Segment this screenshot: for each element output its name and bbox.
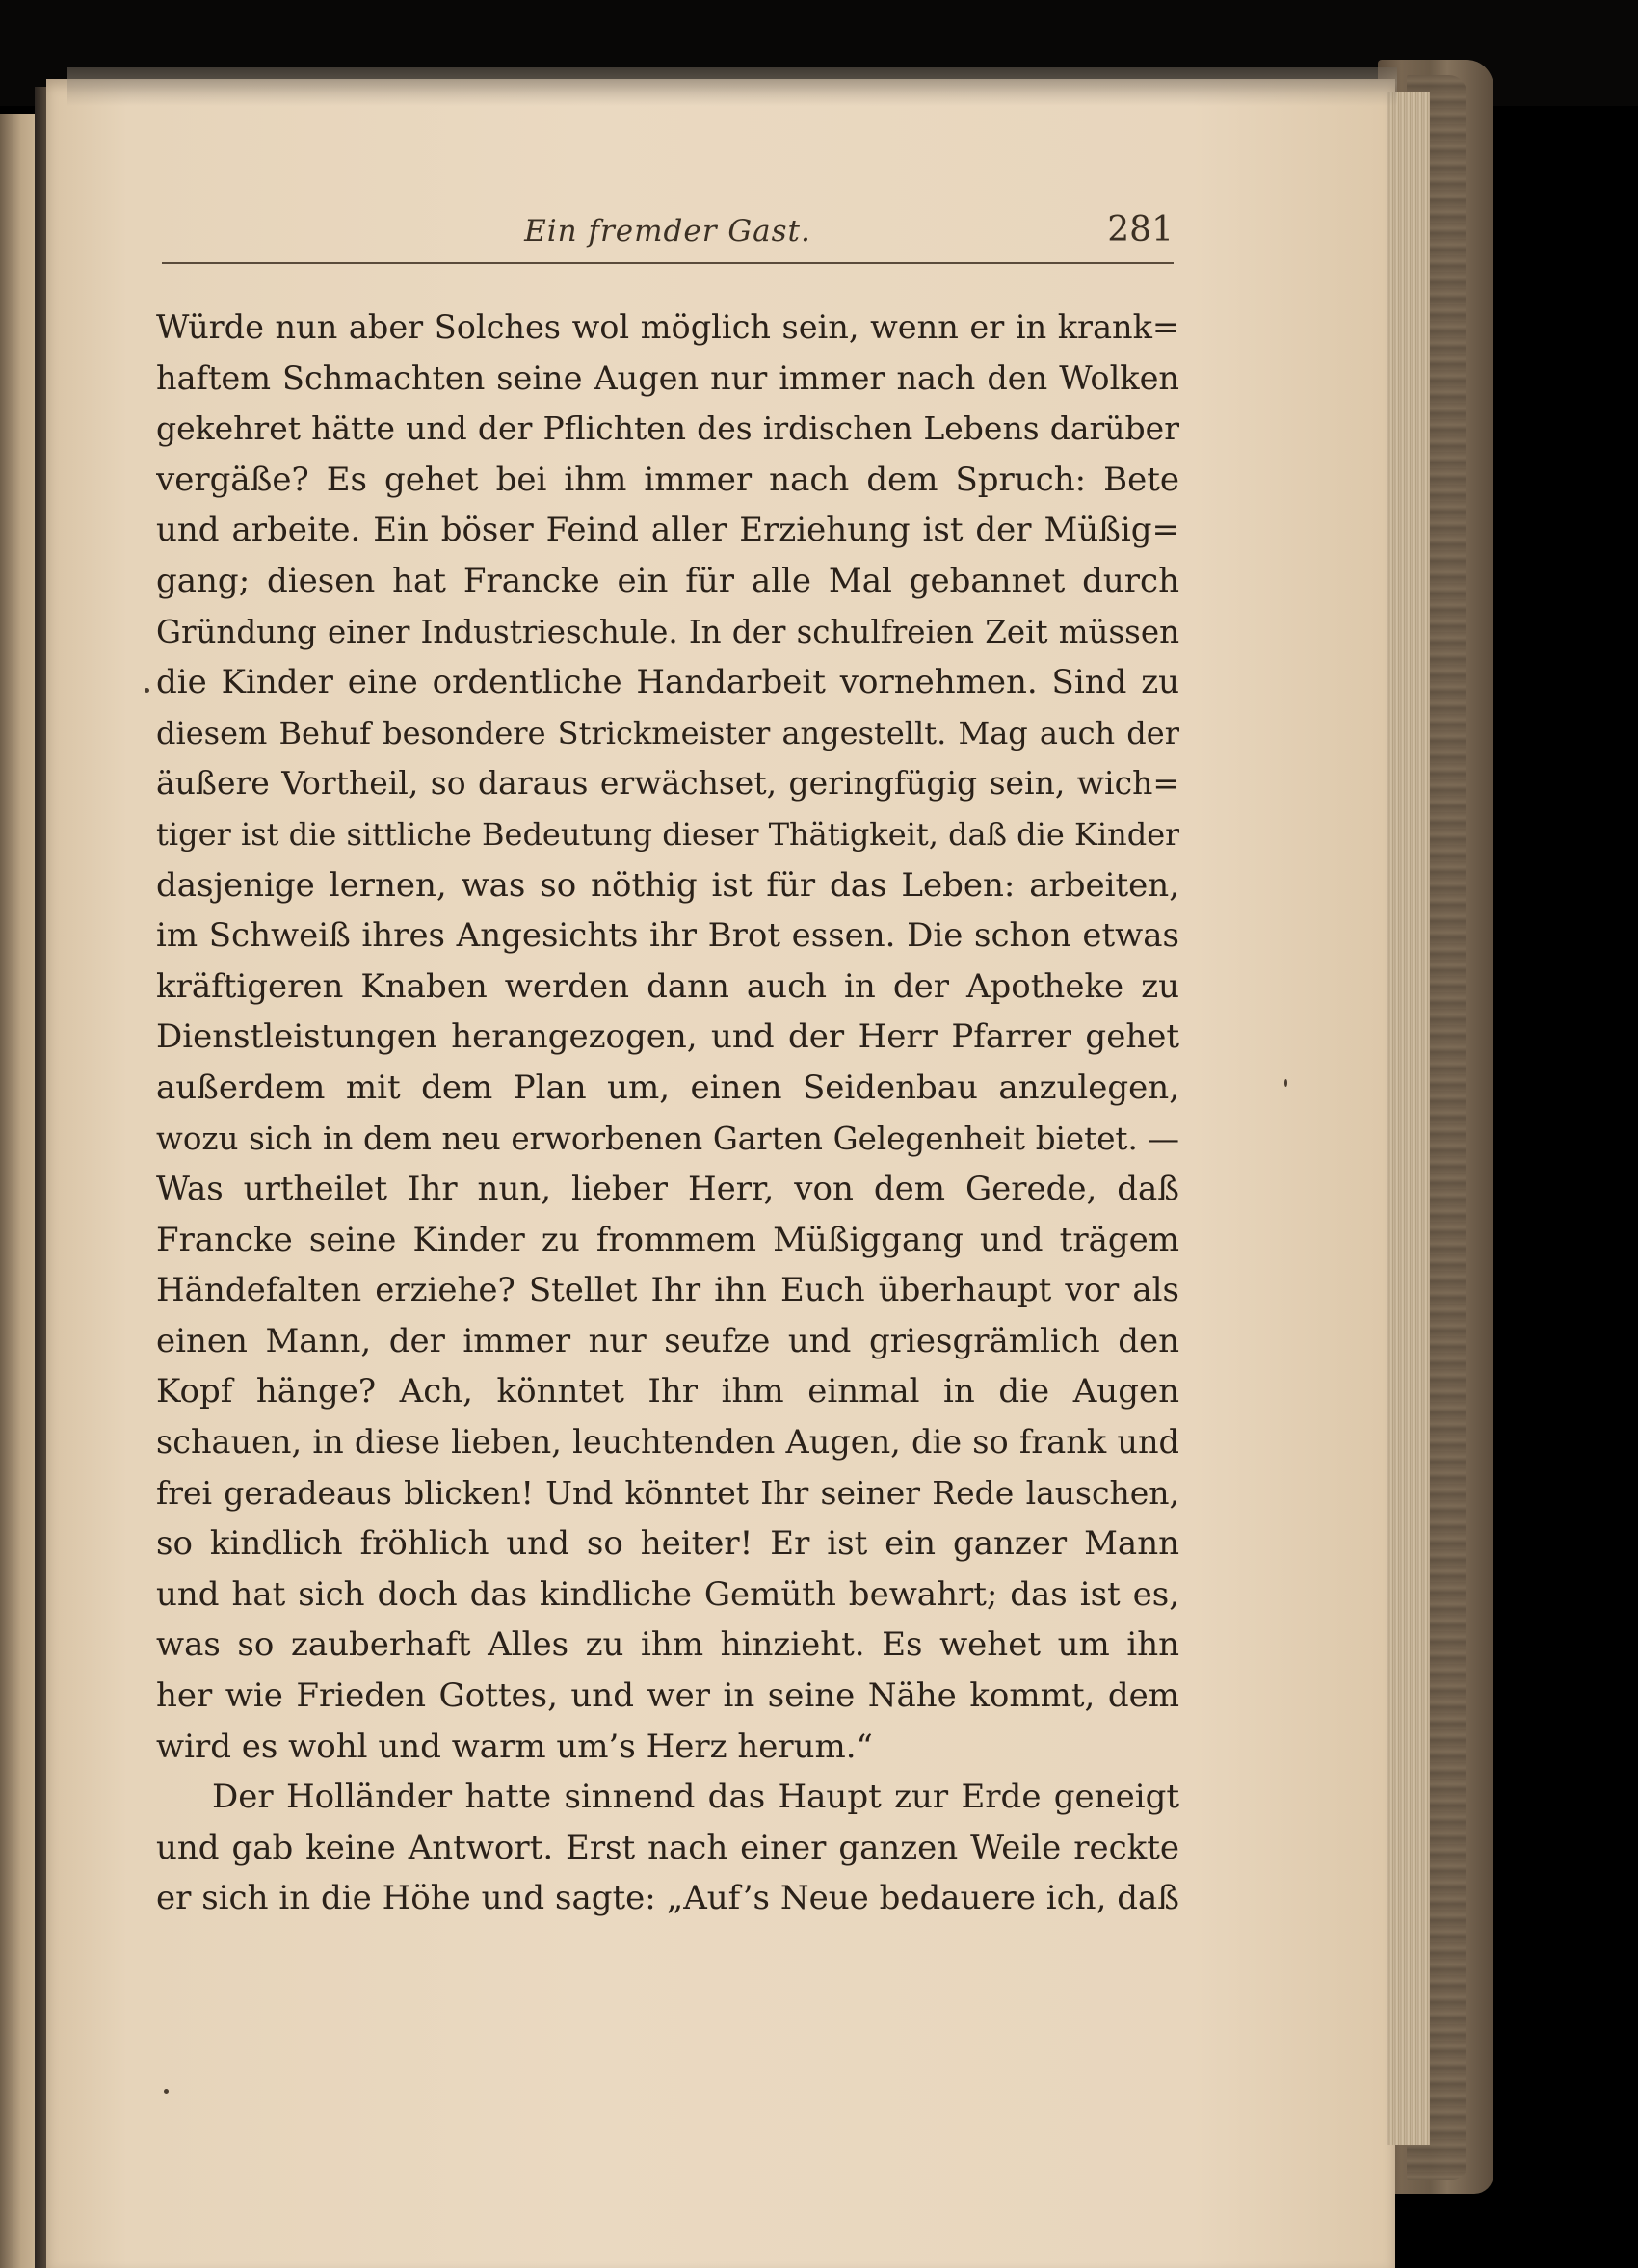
text-line: außerdem mit dem Plan um, einen Seidenbau anzulegen,: [156, 1068, 1179, 1107]
text-line: kräftigeren Knaben werden dann auch in der Apotheke zu: [156, 966, 1179, 1006]
text-line: er sich in die Höhe und sagte: „Auf’s Neue bedauere ich, daß: [156, 1879, 1179, 1918]
text-line: tiger ist die sittliche Bedeutung dieser Thätigkeit, daß die Kinder: [156, 815, 1179, 853]
text-line: gang; diesen hat Francke ein für alle Mal gebannet durch: [156, 561, 1179, 600]
previous-page-edge: [0, 114, 39, 2268]
text-line: haftem Schmachten seine Augen nur immer nach den Wolken: [156, 358, 1179, 397]
text-line: im Schweiß ihres Angesichts ihr Brot essen. Die schon etwas: [156, 916, 1179, 956]
text-line: Was urtheilet Ihr nun, lieber Herr, von dem Gerede, daß: [156, 1170, 1179, 1209]
text-line: her wie Frieden Gottes, und wer in seine Nähe kommt, dem: [156, 1676, 1179, 1716]
text-line: schauen, in diese lieben, leuchtenden Augen, die so frank und: [156, 1423, 1179, 1462]
body-text: [156, 303, 1179, 1924]
text-line: was so zauberhaft Alles zu ihm hinzieht. Es wehet um ihn: [156, 1625, 1179, 1665]
text-line: dasjenige lernen, was so nöthig ist für das Leben: arbeiten,: [156, 865, 1179, 905]
text-line: Würde nun aber Solches wol möglich sein, wenn er in krank=: [156, 308, 1179, 346]
ink-speck: [145, 688, 149, 693]
text-line: diesem Behuf besondere Strickmeister angestellt. Mag auch der: [156, 714, 1179, 752]
text-line: die Kinder eine ordentliche Handarbeit vornehmen. Sind zu: [156, 663, 1179, 702]
text-line: frei geradeaus blicken! Und könntet Ihr seiner Rede lauschen,: [156, 1473, 1179, 1512]
text-line: gekehret hätte und der Pflichten des irdischen Lebens darüber: [156, 409, 1179, 448]
text-line: Kopf hänge? Ach, könntet Ihr ihm einmal in die Augen: [156, 1372, 1179, 1411]
text-line: wozu sich in dem neu erworbenen Garten Gelegenheit bietet. —: [156, 1120, 1179, 1157]
page-number: 281: [1107, 210, 1174, 250]
text-line: so kindlich fröhlich und so heiter! Er ist ein ganzer Mann: [156, 1524, 1179, 1564]
text-line: Gründung einer Industrieschule. In der schulfreien Zeit müssen: [156, 613, 1179, 650]
running-head: [162, 210, 1174, 256]
text-line: Händefalten erziehe? Stellet Ihr ihn Euch überhaupt vor als: [156, 1271, 1179, 1310]
stacked-page-edges: [1387, 92, 1430, 2145]
text-line: und gab keine Antwort. Erst nach einer ganzen Weile reckte: [156, 1828, 1179, 1867]
text-line: Francke seine Kinder zu frommem Müßiggang und trägem: [156, 1220, 1179, 1259]
text-line: und hat sich doch das kindliche Gemüth bewahrt; das ist es,: [156, 1574, 1179, 1614]
paragraph-end-line: wird es wohl und warm um’s Herz herum.“: [156, 1727, 873, 1766]
ink-speck: [1284, 1079, 1287, 1087]
paragraph-start-line: Der Holländer hatte sinnend das Haupt zur Erde geneigt: [212, 1778, 1179, 1817]
running-title: Ein fremder Gast.: [524, 214, 811, 249]
ink-speck: [164, 2089, 169, 2094]
text-line: vergäße? Es gehet bei ihm immer nach dem Spruch: Bete: [156, 460, 1179, 499]
text-line: und arbeite. Ein böser Feind aller Erziehung ist der Müßig=: [156, 511, 1179, 550]
text-line: äußere Vortheil, so daraus erwächset, geringfügig sein, wich=: [156, 764, 1179, 803]
page-top-wear: [67, 67, 1397, 106]
text-line: Dienstleistungen herangezogen, und der Herr Pfarrer gehet: [156, 1017, 1179, 1057]
text-line: einen Mann, der immer nur seufze und griesgrämlich den: [156, 1321, 1179, 1360]
header-rule: [162, 262, 1174, 264]
